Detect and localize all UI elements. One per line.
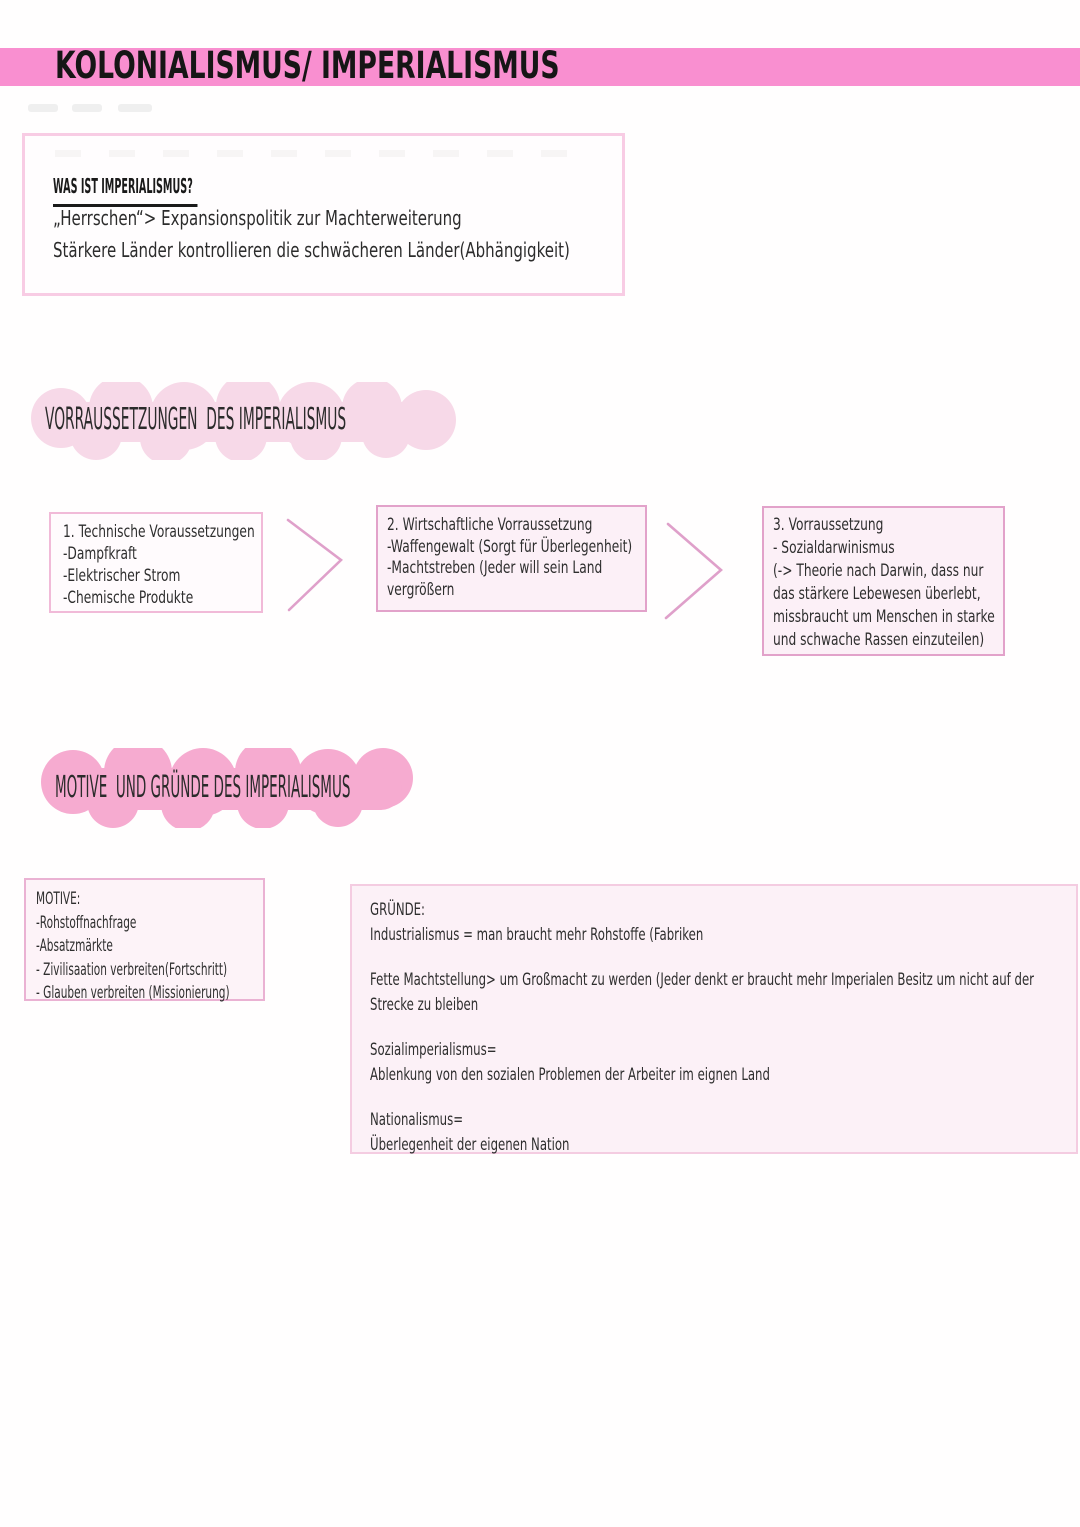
box-line: -Machtstreben (Jeder will sein Land xyxy=(387,558,603,578)
box-line: - Glauben verbreiten (Missionierung) xyxy=(36,983,230,1003)
box-line: (-> Theorie nach Darwin, dass nur xyxy=(773,561,984,581)
box-line: -Waffengewalt (Sorgt für Überlegenheit) xyxy=(387,536,633,557)
scan-smudge xyxy=(72,104,102,112)
box-line: MOTIVE: xyxy=(36,889,81,909)
box-line: das stärkere Lebewesen überlebt, xyxy=(773,584,981,604)
box-line: 1. Technische Voraussetzungen xyxy=(63,522,255,542)
chevron-right-icon xyxy=(284,514,346,620)
gruende-paragraph xyxy=(370,1038,1076,1088)
definition-line: „Herrschen“> Expansionspolitik zur Machterweiterung xyxy=(53,206,462,230)
section-heading-voraussetzungen: VORRAUSSETZUNGEN DES IMPERIALISMUS xyxy=(45,402,347,437)
box-line: Ablenkung von den sozialen Problemen der Arbeiter im eignen Land xyxy=(370,1065,770,1085)
scan-artifact xyxy=(55,150,575,157)
scan-smudge xyxy=(28,104,58,112)
page-title: KOLONIALISMUS/ IMPERIALISMUS xyxy=(55,44,560,87)
gruende-paragraph xyxy=(370,1108,1076,1158)
box-line: -Rohstoffnachfrage xyxy=(36,912,137,933)
box-line: -Chemische Produkte xyxy=(63,588,194,608)
box-line: - Zivilisaation verbreiten(Fortschritt) xyxy=(36,959,228,980)
box-line: vergrößern xyxy=(387,579,455,600)
box-line: Nationalismus= xyxy=(370,1110,464,1130)
gruende-paragraph xyxy=(370,968,1076,1018)
box-line: -Absatzmärkte xyxy=(36,936,113,956)
box-line: - Sozialdarwinismus xyxy=(773,538,895,558)
box-line: Überlegenheit der eigenen Nation xyxy=(370,1135,570,1155)
definition-heading: WAS IST IMPERIALISMUS? xyxy=(53,174,198,207)
box-line: Fette Machtstellung> um Großmacht zu werden (Jeder denkt er braucht mehr Imperialen Besitz um nicht auf der xyxy=(370,970,1035,990)
gruende-box xyxy=(350,884,1078,1154)
box-line: Industrialismus = man braucht mehr Rohstoffe (Fabriken xyxy=(370,925,704,945)
definition-line: Stärkere Länder kontrollieren die schwächeren Länder(Abhängigkeit) xyxy=(53,238,570,262)
voraussetzung-box-1 xyxy=(49,512,263,613)
section-heading-motive-gruende: MOTIVE UND GRÜNDE DES IMPERIALISMUS xyxy=(55,770,351,805)
box-line: -Elektrischer Strom xyxy=(63,566,181,586)
box-line: -Dampfkraft xyxy=(63,544,137,564)
scan-smudge xyxy=(118,104,152,112)
motive-box xyxy=(24,878,265,1001)
voraussetzung-box-3 xyxy=(762,506,1005,656)
box-line: 2. Wirtschaftliche Vorraussetzung xyxy=(387,515,593,535)
box-line: Sozialimperialismus= xyxy=(370,1040,497,1060)
box-line: GRÜNDE: xyxy=(370,900,426,920)
definition-box xyxy=(22,133,625,296)
box-line: missbraucht um Menschen in starke xyxy=(773,607,995,627)
box-line: und schwache Rassen einzuteilen) xyxy=(773,630,985,650)
chevron-right-icon xyxy=(662,518,726,626)
voraussetzung-box-2 xyxy=(376,505,647,612)
gruende-paragraph xyxy=(370,898,1076,948)
box-line: 3. Vorraussetzung xyxy=(773,515,884,535)
box-line: Strecke zu bleiben xyxy=(370,995,479,1015)
